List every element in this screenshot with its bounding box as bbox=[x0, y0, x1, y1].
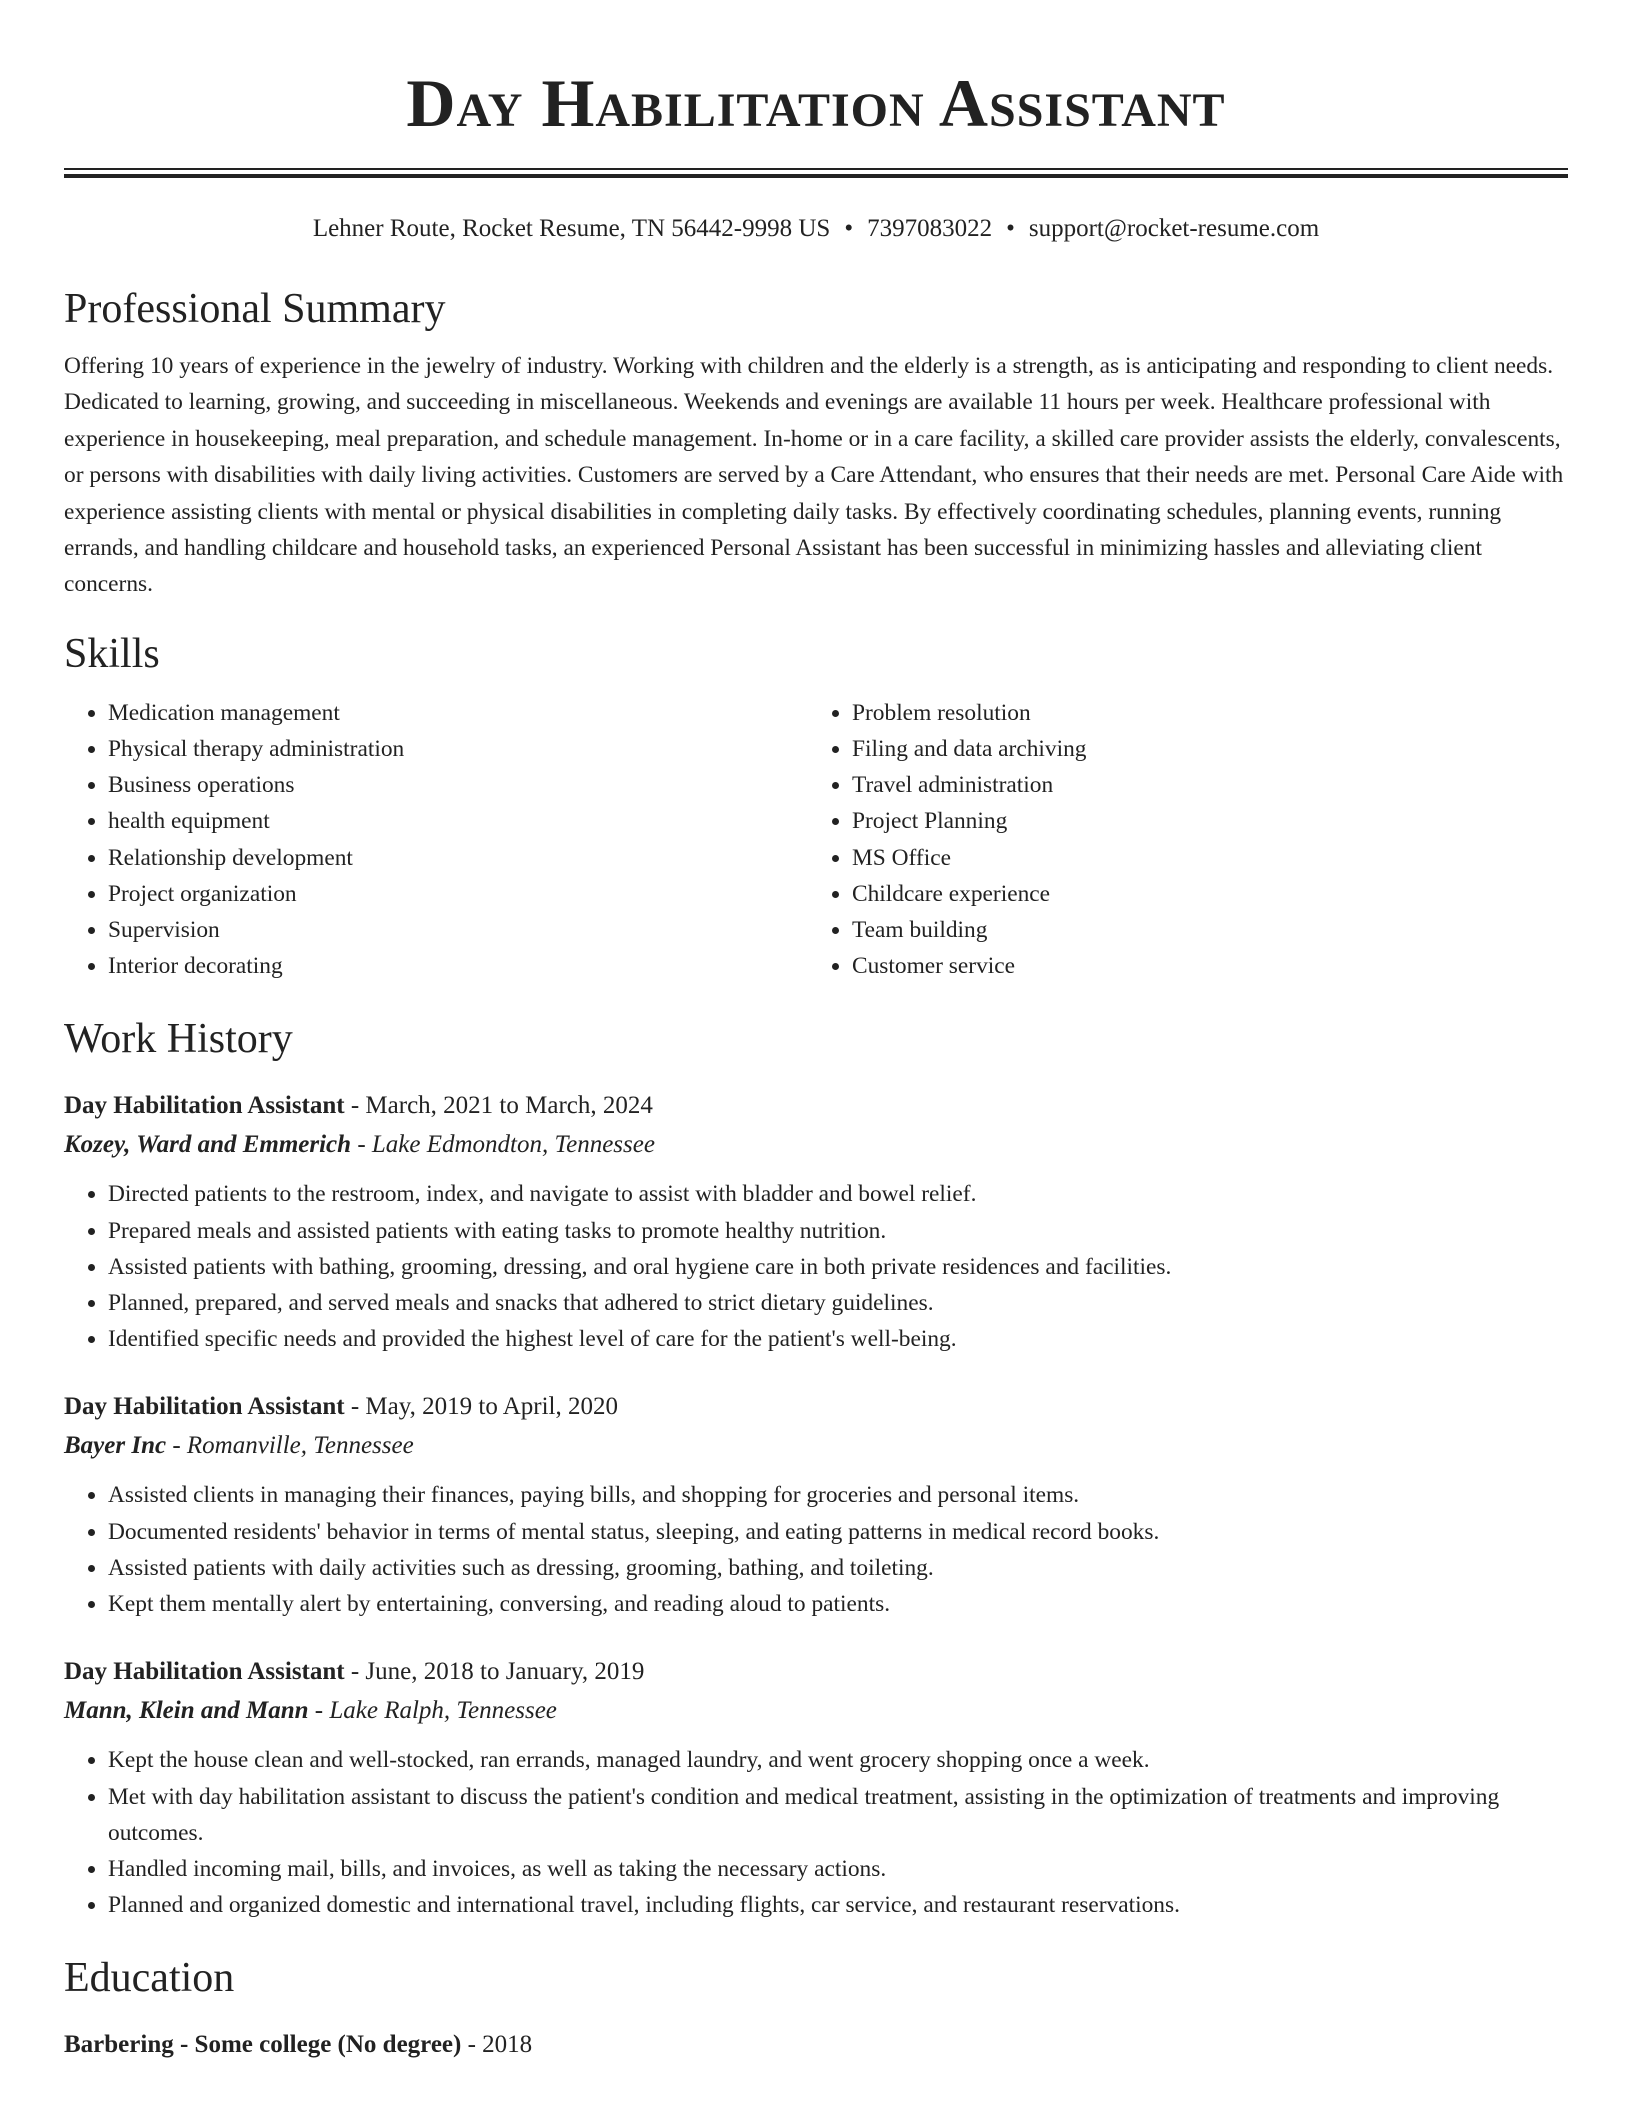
job-title-line bbox=[64, 1086, 1568, 1125]
job-bullet: • Assisted patients with daily activities such as dressing, grooming, bathing, and toileting. bbox=[108, 1550, 1568, 1586]
job-employer-line bbox=[64, 1125, 1568, 1164]
skill-item: • Project Planning bbox=[852, 803, 1552, 839]
contact-email: support@rocket-resume.com bbox=[1028, 215, 1320, 242]
job-bullet: • Assisted patients with bathing, grooming, dressing, and oral hygiene care in both private residences and facilities. bbox=[108, 1249, 1568, 1285]
skill-item: • Childcare experience bbox=[852, 876, 1552, 912]
education-year: - 2018 bbox=[461, 2031, 533, 2059]
education-entry bbox=[64, 2025, 1568, 2064]
candidate-name: Day Habilitation Assistant bbox=[406, 65, 1226, 141]
job-bullets bbox=[64, 1176, 1568, 1357]
job-title: Day Habilitation Assistant bbox=[64, 1658, 345, 1686]
job-bullets bbox=[64, 1742, 1568, 1923]
skills-column-left bbox=[64, 695, 808, 985]
job-bullet: • Kept them mentally alert by entertaining, conversing, and reading aloud to patients. bbox=[108, 1586, 1568, 1622]
job-bullets bbox=[64, 1477, 1568, 1622]
contact-line bbox=[64, 212, 1568, 246]
skill-item: • Medication management bbox=[108, 695, 808, 731]
job-location: - Lake Ralph, Tennessee bbox=[308, 1697, 557, 1725]
skill-item: • Travel administration bbox=[852, 767, 1552, 803]
skill-item: • Team building bbox=[852, 912, 1552, 948]
job-employer: Mann, Klein and Mann bbox=[64, 1697, 309, 1725]
education-heading: Education bbox=[64, 1955, 235, 2002]
job-entry bbox=[64, 1387, 1568, 1622]
contact-phone: 7397083022 bbox=[867, 215, 993, 242]
job-entry bbox=[64, 1652, 1568, 1923]
skill-item: • Customer service bbox=[852, 948, 1552, 984]
job-employer-line bbox=[64, 1426, 1568, 1465]
summary-heading: Professional Summary bbox=[64, 286, 446, 332]
skill-item: • Physical therapy administration bbox=[108, 731, 808, 767]
summary-text: Offering 10 years of experience in the jewelry of industry. Working with children and the elderly is a strength, as is anticipating and responding to client needs. Dedicated to learning, growing, and succeeding in miscellaneous. Weekends and evenings are available 11 hours per week. Healthcare professional with experience in housekeeping, meal preparation, and schedule management. In-home or in a care facility, a skilled care provider assists the elderly, convalescents, or persons with disabilities with daily living activities. Customers are served by a Care Attendant, who ensures that their needs are met. Personal Care Aide with experience assisting clients with mental or physical disabilities in completing daily tasks. By effectively coordinating schedules, planning events, running errands, and handling childcare and household tasks, an experienced Personal Assistant has been successful in minimizing hassles and alleviating client concerns. bbox=[64, 353, 1564, 598]
job-title: Day Habilitation Assistant bbox=[64, 1393, 345, 1421]
job-title-line bbox=[64, 1387, 1568, 1426]
contact-separator: • bbox=[1006, 215, 1015, 242]
skills-list bbox=[64, 695, 1568, 985]
contact-separator: • bbox=[844, 215, 854, 242]
job-bullet: • Assisted clients in managing their finances, paying bills, and shopping for groceries and personal items. bbox=[108, 1477, 1568, 1513]
job-entry bbox=[64, 1086, 1568, 1357]
skill-item: • MS Office bbox=[852, 840, 1552, 876]
skills-heading: Skills bbox=[64, 630, 160, 677]
job-bullet: • Prepared meals and assisted patients with eating tasks to promote healthy nutrition. bbox=[108, 1213, 1568, 1249]
job-dates: - June, 2018 to January, 2019 bbox=[344, 1658, 645, 1686]
job-employer: Bayer Inc bbox=[64, 1432, 167, 1460]
job-dates: - March, 2021 to March, 2024 bbox=[344, 1092, 653, 1120]
job-title: Day Habilitation Assistant bbox=[64, 1092, 345, 1120]
resume-content bbox=[64, 0, 1568, 2064]
job-bullet: • Identified specific needs and provided the highest level of care for the patient's well-being. bbox=[108, 1321, 1568, 1357]
job-bullet: • Directed patients to the restroom, index, and navigate to assist with bladder and bowel relief. bbox=[108, 1176, 1568, 1212]
contact-address: Lehner Route, Rocket Resume, TN 56442-9998 US bbox=[312, 215, 831, 242]
skill-item: • Filing and data archiving bbox=[852, 731, 1552, 767]
skill-item: • Project organization bbox=[108, 876, 808, 912]
job-title-line bbox=[64, 1652, 1568, 1691]
header-divider bbox=[64, 168, 1568, 178]
education-degree: Barbering - Some college (No degree) bbox=[64, 2031, 462, 2059]
job-bullet: • Documented residents' behavior in terms of mental status, sleeping, and eating patterns in medical record books. bbox=[108, 1514, 1568, 1550]
job-bullet: • Kept the house clean and well-stocked, ran errands, managed laundry, and went grocery shopping once a week. bbox=[108, 1742, 1568, 1778]
job-location: - Romanville, Tennessee bbox=[166, 1432, 414, 1460]
job-employer: Kozey, Ward and Emmerich bbox=[64, 1131, 352, 1159]
work-history-heading: Work History bbox=[64, 1016, 293, 1063]
skill-item: • Supervision bbox=[108, 912, 808, 948]
skills-column-right bbox=[808, 695, 1552, 985]
job-bullet: • Planned and organized domestic and international travel, including flights, car service, and restaurant reservations. bbox=[108, 1887, 1568, 1923]
skill-item: • Business operations bbox=[108, 767, 808, 803]
job-dates: - May, 2019 to April, 2020 bbox=[344, 1393, 618, 1421]
skill-item: • health equipment bbox=[108, 803, 808, 839]
job-employer-line bbox=[64, 1691, 1568, 1730]
job-location: - Lake Edmondton, Tennessee bbox=[351, 1131, 655, 1159]
job-bullet: • Met with day habilitation assistant to discuss the patient's condition and medical treatment, assisting in the optimization of treatments and improving outcomes. bbox=[108, 1779, 1568, 1851]
skill-item: • Relationship development bbox=[108, 840, 808, 876]
job-bullet: • Planned, prepared, and served meals and snacks that adhered to strict dietary guidelines. bbox=[108, 1285, 1568, 1321]
skill-item: • Problem resolution bbox=[852, 695, 1552, 731]
job-bullet: • Handled incoming mail, bills, and invoices, as well as taking the necessary actions. bbox=[108, 1851, 1568, 1887]
skill-item: • Interior decorating bbox=[108, 948, 808, 984]
